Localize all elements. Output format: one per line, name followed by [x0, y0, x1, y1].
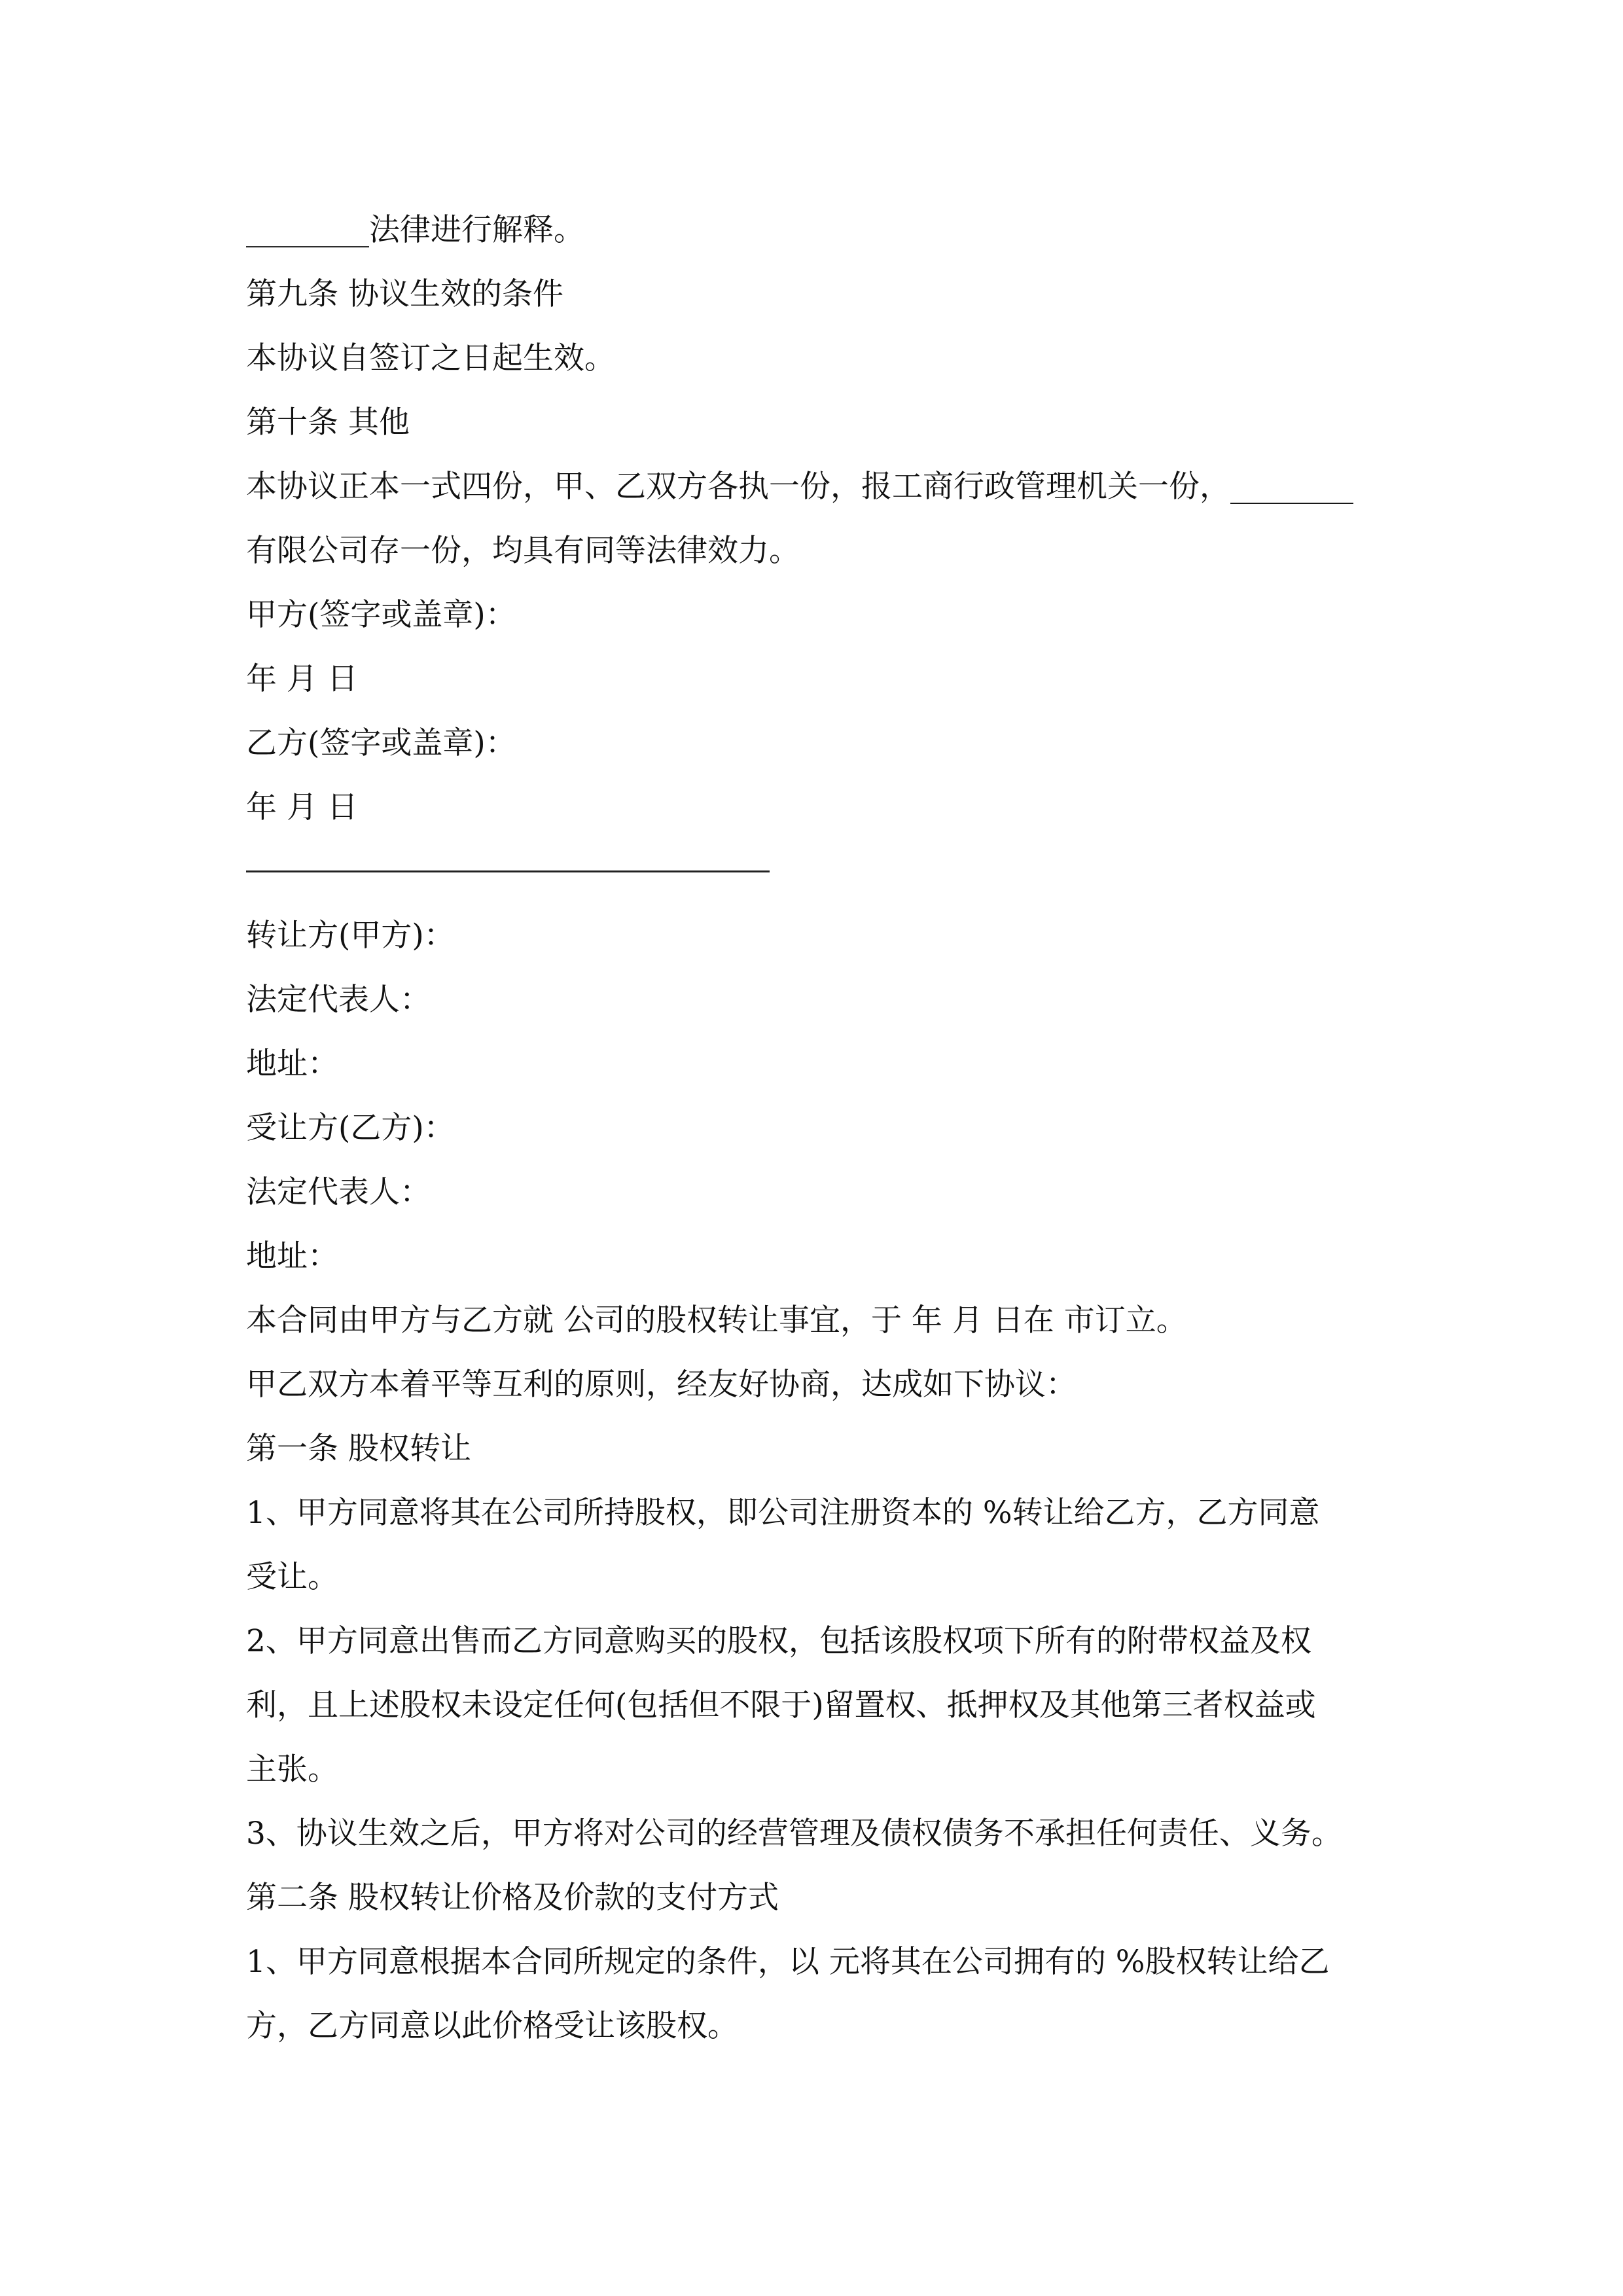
party-field: 转让方(甲方)：	[246, 918, 455, 954]
text-line: 本协议正本一式四份，甲、乙双方各执一份，报工商行政管理机关一份，________	[246, 469, 1353, 505]
party-field: 法定代表人：	[246, 982, 431, 1018]
text-line: 有限公司存一份，均具有同等法律效力。	[246, 533, 800, 569]
party-field: 地址：	[246, 1046, 338, 1082]
party-field: 地址：	[246, 1238, 338, 1274]
article-heading: 第十条 其他	[246, 404, 410, 440]
article-heading: 第二条 股权转让价格及价款的支付方式	[246, 1880, 779, 1916]
clause-line: 1、甲方同意将其在公司所持股权，即公司注册资本的 %转让给乙方，乙方同意	[246, 1495, 1320, 1531]
section-divider	[246, 870, 770, 872]
date-line: 年 月 日	[246, 661, 358, 697]
signature-label: 甲方(签字或盖章)：	[246, 597, 516, 633]
article-heading: 第一条 股权转让	[246, 1431, 471, 1467]
text-line: 本协议自签订之日起生效。	[246, 340, 615, 376]
party-field: 受让方(乙方)：	[246, 1110, 455, 1146]
clause-line: 3、协议生效之后，甲方将对公司的经营管理及债权债务不承担任何责任、义务。	[246, 1816, 1342, 1852]
signature-label: 乙方(签字或盖章)：	[246, 725, 516, 761]
date-line: 年 月 日	[246, 789, 358, 825]
clause-line: 主张。	[246, 1751, 338, 1787]
text-line: 本合同由甲方与乙方就 公司的股权转让事宜，于 年 月 日在 市订立。	[246, 1302, 1187, 1338]
clause-line: 受让。	[246, 1559, 338, 1595]
text-line: 甲乙双方本着平等互利的原则，经友好协商，达成如下协议：	[246, 1367, 1077, 1403]
clause-line: 利，且上述股权未设定任何(包括但不限于)留置权、抵押权及其他第三者权益或	[246, 1687, 1316, 1723]
clause-line: 2、甲方同意出售而乙方同意购买的股权，包括该股权项下所有的附带权益及权	[246, 1623, 1311, 1659]
clause-line: 1、甲方同意根据本合同所规定的条件，以 元将其在公司拥有的 %股权转让给乙	[246, 1944, 1330, 1980]
text-line: ________法律进行解释。	[246, 212, 584, 248]
clause-line: 方，乙方同意以此价格受让该股权。	[246, 2008, 738, 2044]
party-field: 法定代表人：	[246, 1174, 431, 1210]
article-heading: 第九条 协议生效的条件	[246, 276, 563, 312]
